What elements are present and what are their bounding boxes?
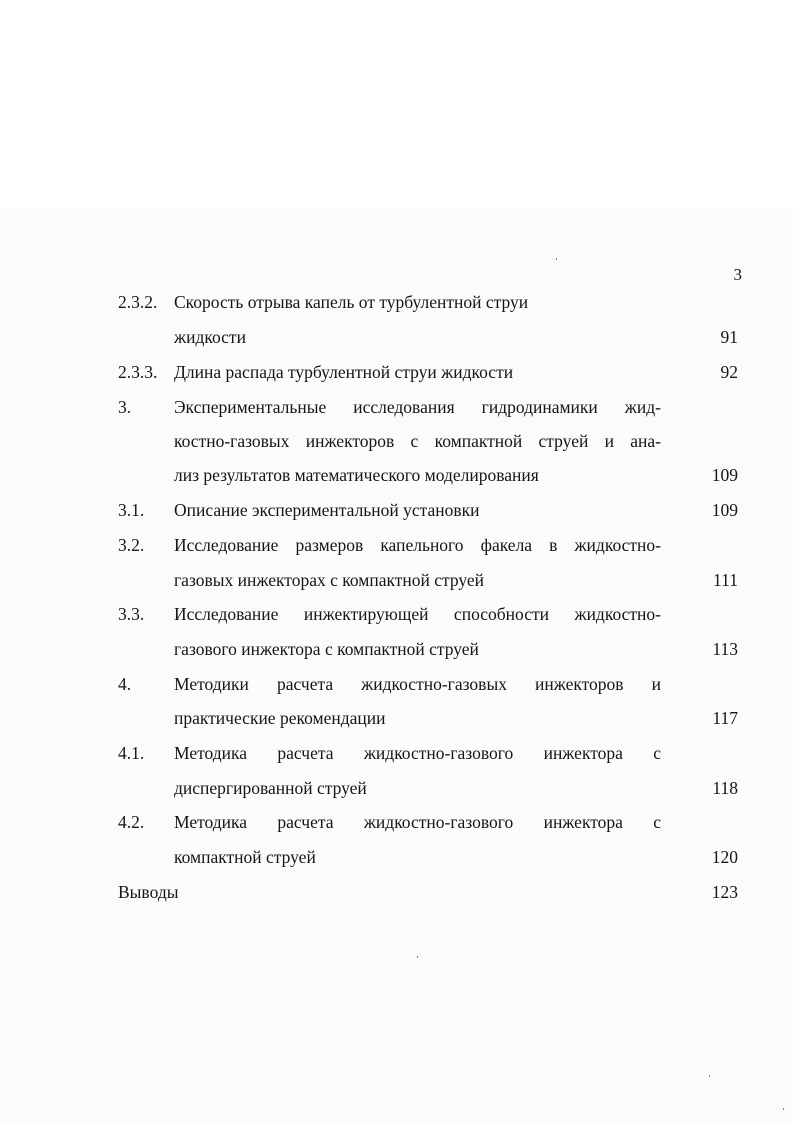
- toc-title: газовых инжекторах с компактной струей: [174, 570, 485, 590]
- toc-title: Исследование размеров капельного факела в жидкостно-: [174, 535, 661, 555]
- toc-section-number: 3.1.: [118, 500, 145, 520]
- toc-page-number: 91: [720, 327, 738, 347]
- toc-page-number: 113: [712, 639, 738, 659]
- toc-page-number: 109: [711, 465, 738, 485]
- toc-page-number: 92: [720, 362, 738, 382]
- scan-speck: [556, 258, 557, 260]
- scan-background: [0, 208, 793, 1122]
- scan-speck: [417, 956, 418, 958]
- scan-speck: [709, 1075, 710, 1077]
- toc-title: Экспериментальные исследования гидродинамики жид-: [174, 397, 661, 417]
- toc-title: Исследование инжектирующей способности жидкостно-: [174, 604, 661, 624]
- toc-title: практические рекомендации: [174, 708, 386, 728]
- toc-title: Выводы: [118, 882, 179, 902]
- toc-section-number: 4.1.: [118, 743, 145, 763]
- toc-title: газового инжектора с компактной струей: [174, 639, 479, 659]
- toc-page-number: 123: [711, 882, 738, 902]
- scan-speck: [783, 1108, 784, 1110]
- toc-page-number: 109: [711, 500, 738, 520]
- toc-title: лиз результатов математического моделирования: [174, 465, 539, 485]
- toc-page-number: 118: [712, 778, 738, 798]
- toc-title: жидкости: [174, 327, 246, 347]
- toc-title: костно-газовых инжекторов с компактной струей и ана-: [174, 431, 661, 451]
- toc-title: Длина распада турбулентной струи жидкости: [174, 362, 514, 382]
- page-number: 3: [733, 265, 742, 284]
- toc-title: Методика расчета жидкостно-газового инжектора с: [174, 743, 661, 763]
- toc-title: Методика расчета жидкостно-газового инжектора с: [174, 812, 661, 832]
- toc-title: Скорость отрыва капель от турбулентной струи: [174, 292, 529, 312]
- toc-title: Описание экспериментальной установки: [174, 500, 480, 520]
- toc-section-number: 3.: [118, 397, 132, 417]
- toc-title: компактной струей: [174, 847, 316, 867]
- toc-section-number: 4.: [118, 674, 132, 694]
- toc-page-number: 111: [713, 570, 738, 590]
- toc-title: диспергированной струей: [174, 778, 367, 798]
- toc-title: Методики расчета жидкостно-газовых инжекторов и: [174, 674, 661, 694]
- toc-section-number: 3.2.: [118, 535, 145, 555]
- toc-section-number: 3.3.: [118, 604, 145, 624]
- toc-page-number: 120: [711, 847, 738, 867]
- toc-page-number: 117: [712, 708, 738, 728]
- toc-section-number: 2.3.2.: [118, 292, 158, 312]
- toc-section-number: 2.3.3.: [118, 362, 158, 382]
- toc-section-number: 4.2.: [118, 812, 145, 832]
